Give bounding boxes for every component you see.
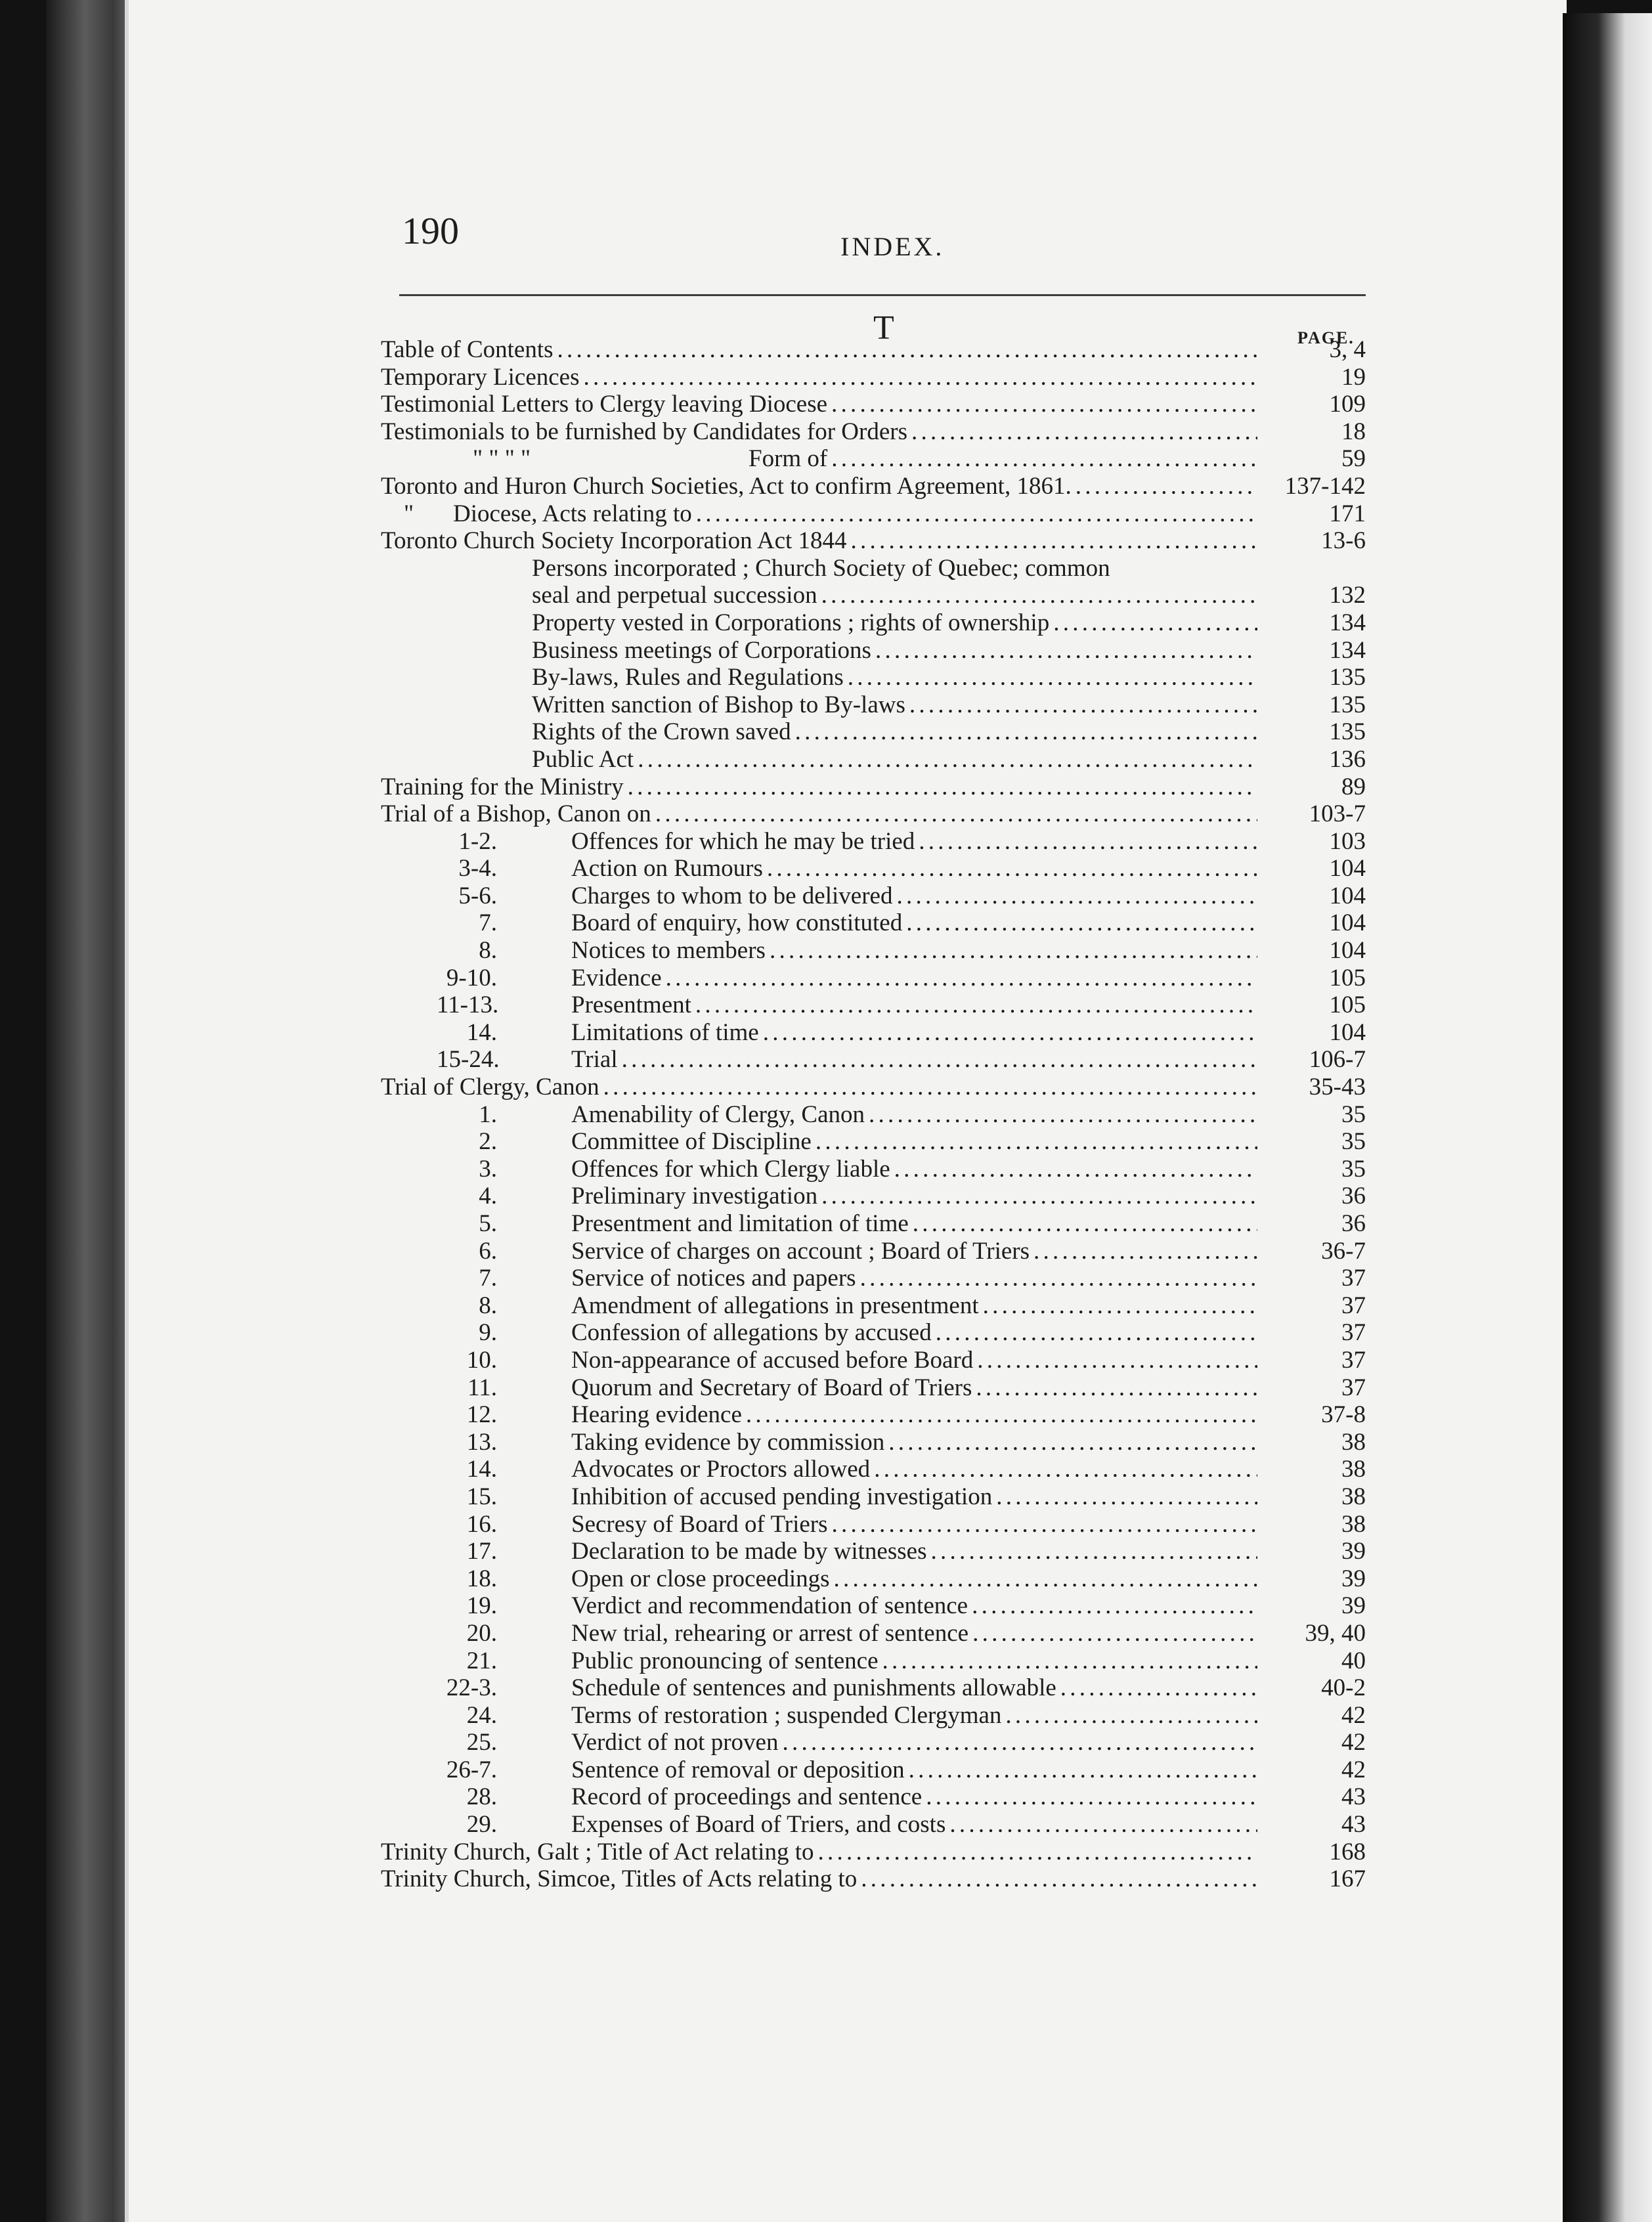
- index-entry: [368, 500, 1366, 528]
- section-number: 4.: [479, 1183, 497, 1210]
- entry-page-ref: 36-7: [1321, 1237, 1366, 1265]
- entry-page-ref: 43: [1341, 1811, 1366, 1839]
- index-entry: [368, 1538, 1366, 1565]
- index-entry: [368, 664, 1366, 691]
- entry-text: Toronto and Huron Church Societies, Act to confirm Agreement, 1861. . . .: [381, 473, 1257, 500]
- entry-page-ref: 36: [1341, 1183, 1366, 1210]
- entry-page-ref: 39: [1341, 1565, 1366, 1592]
- ditto-marks: " " " ": [473, 445, 531, 473]
- section-number: 5.: [479, 1210, 497, 1237]
- index-entry: [368, 746, 1366, 773]
- entry-page-ref: 3, 4: [1329, 336, 1366, 363]
- entry-page-ref: 38: [1341, 1510, 1366, 1538]
- entry-page-ref: 38: [1341, 1456, 1366, 1483]
- entry-page-ref: 104: [1329, 909, 1366, 937]
- section-number: 7.: [479, 909, 497, 937]
- entry-text: By-laws, Rules and Regulations . . .: [532, 664, 1257, 691]
- entry-page-ref: 37-8: [1321, 1401, 1366, 1429]
- entry-page-ref: 35: [1341, 1155, 1366, 1183]
- index-entry: [368, 418, 1366, 446]
- entry-page-ref: 104: [1329, 882, 1366, 909]
- entry-page-ref: 19: [1341, 363, 1366, 391]
- entry-page-ref: 38: [1341, 1483, 1366, 1510]
- entry-page-ref: 38: [1341, 1428, 1366, 1456]
- entry-page-ref: 89: [1341, 773, 1366, 800]
- index-entry: [368, 718, 1366, 746]
- entry-text: Offences for which he may be tried . . .: [571, 828, 1257, 856]
- entry-page-ref: 109: [1329, 391, 1366, 418]
- entry-text: Open or close proceedings . . .: [571, 1565, 1257, 1593]
- entry-page-ref: 103-7: [1309, 800, 1366, 828]
- entry-page-ref: 42: [1341, 1756, 1366, 1783]
- section-number: 22-3.: [446, 1674, 497, 1702]
- section-number: 3.: [479, 1155, 497, 1183]
- entry-text: Table of Contents . . .: [381, 336, 1257, 364]
- section-number: 17.: [466, 1538, 497, 1565]
- entry-page-ref: 135: [1329, 664, 1366, 691]
- entry-text: Diocese, Acts relating to . . .: [453, 500, 1257, 528]
- running-head: INDEX.: [840, 232, 945, 261]
- index-entry: [368, 1429, 1366, 1456]
- entry-page-ref: 168: [1329, 1838, 1366, 1865]
- entry-text: Quorum and Secretary of Board of Triers . . .: [571, 1374, 1257, 1402]
- entry-text: Advocates or Proctors allowed . . .: [571, 1456, 1257, 1483]
- entry-text: New trial, rehearing or arrest of sentence . . .: [571, 1620, 1257, 1647]
- index-entry: [368, 1865, 1366, 1893]
- section-number: 1-2.: [458, 827, 497, 855]
- index-entry: [368, 1565, 1366, 1593]
- entry-text: Expenses of Board of Triers, and costs . . .: [571, 1811, 1257, 1839]
- entry-text: Inhibition of accused pending investigation . . .: [571, 1483, 1257, 1511]
- entry-text: Business meetings of Corporations . . .: [532, 637, 1257, 664]
- entry-page-ref: 40-2: [1321, 1674, 1366, 1702]
- page-column-head: PAGE.: [1297, 328, 1355, 347]
- section-number: 19.: [466, 1592, 497, 1620]
- entry-text: Trial of a Bishop, Canon on . . .: [381, 800, 1257, 828]
- index-entry: [368, 882, 1366, 910]
- entry-page-ref: 104: [1329, 1018, 1366, 1046]
- index-entry: [368, 1729, 1366, 1756]
- section-number: 14.: [466, 1456, 497, 1483]
- entry-text: Offences for which Clergy liable . . .: [571, 1156, 1257, 1183]
- section-number: 11.: [467, 1374, 497, 1401]
- index-entry: [368, 555, 1366, 582]
- index-entry: [368, 828, 1366, 856]
- entry-page-ref: 18: [1341, 418, 1366, 445]
- entry-page-ref: 35: [1341, 1100, 1366, 1128]
- entry-page-ref: 40: [1341, 1647, 1366, 1674]
- entry-text: Taking evidence by commission . . .: [571, 1429, 1257, 1456]
- entry-page-ref: 105: [1329, 964, 1366, 991]
- entry-text: Secresy of Board of Triers . . .: [571, 1511, 1257, 1538]
- section-number: 14.: [466, 1018, 497, 1046]
- entry-page-ref: 36: [1341, 1210, 1366, 1237]
- entry-page-ref: 103: [1329, 827, 1366, 855]
- entry-page-ref: 104: [1329, 937, 1366, 965]
- section-number: 9.: [479, 1319, 497, 1347]
- section-number: 15-24.: [437, 1046, 500, 1074]
- page-number: 190: [402, 209, 459, 252]
- index-entry: [368, 1511, 1366, 1538]
- entry-text: Amendment of allegations in presentment . . .: [571, 1292, 1257, 1320]
- entry-page-ref: 134: [1329, 636, 1366, 664]
- entry-page-ref: 13-6: [1321, 527, 1366, 555]
- entry-page-ref: 43: [1341, 1783, 1366, 1811]
- index-entry: [368, 1620, 1366, 1647]
- index-entry: [368, 1483, 1366, 1511]
- section-number: 28.: [466, 1783, 497, 1811]
- entry-text: Public pronouncing of sentence . . .: [571, 1647, 1257, 1675]
- index-entry: [368, 1101, 1366, 1129]
- entry-text: Terms of restoration ; suspended Clergyman . . .: [571, 1702, 1257, 1730]
- entry-page-ref: 137-142: [1284, 472, 1366, 500]
- section-number: 8.: [479, 937, 497, 965]
- entry-text: seal and perpetual succession . . .: [532, 582, 1257, 609]
- section-number: 25.: [466, 1729, 497, 1756]
- index-entry: [368, 1592, 1366, 1620]
- index-entry: [368, 1839, 1366, 1866]
- section-number: 26-7.: [446, 1756, 497, 1783]
- index-entry: [368, 527, 1366, 555]
- entry-text: Trial . . .: [571, 1046, 1257, 1074]
- entry-text: Rights of the Crown saved . . .: [532, 718, 1257, 746]
- index-entry: [368, 364, 1366, 391]
- entry-text: Trinity Church, Galt ; Title of Act relating to . . .: [381, 1839, 1257, 1866]
- entry-text: Charges to whom to be delivered . . .: [571, 882, 1257, 910]
- entry-page-ref: 135: [1329, 718, 1366, 746]
- index-entry: [368, 1265, 1366, 1292]
- entry-text: Limitations of time . . .: [571, 1019, 1257, 1047]
- entry-text: Trinity Church, Simcoe, Titles of Acts relating to . . .: [381, 1865, 1257, 1893]
- entry-page-ref: 37: [1341, 1319, 1366, 1347]
- index-entry: [368, 1702, 1366, 1730]
- entry-text: Committee of Discipline . . .: [571, 1128, 1257, 1156]
- section-number: 1.: [479, 1100, 497, 1128]
- entry-text: Testimonials to be furnished by Candidates for Orders . . .: [381, 418, 1257, 446]
- entry-text: Public Act . . .: [532, 746, 1257, 773]
- entry-text: Record of proceedings and sentence . . .: [571, 1783, 1257, 1811]
- section-number: 21.: [466, 1647, 497, 1674]
- section-number: 15.: [466, 1483, 497, 1510]
- index-entry: [368, 1783, 1366, 1811]
- section-number: 3-4.: [458, 855, 497, 882]
- entry-page-ref: 132: [1329, 582, 1366, 609]
- entry-text: Sentence of removal or deposition . . .: [571, 1756, 1257, 1784]
- entry-page-ref: 135: [1329, 691, 1366, 718]
- entry-text: Service of charges on account ; Board of Triers . . .: [571, 1238, 1257, 1265]
- index-entry: [368, 991, 1366, 1019]
- entry-page-ref: 42: [1341, 1729, 1366, 1756]
- entry-text: Toronto Church Society Incorporation Act 1844 . . .: [381, 527, 1257, 555]
- entry-text: Confession of allegations by accused . . .: [571, 1319, 1257, 1347]
- index-entry: [368, 1401, 1366, 1429]
- entry-text: Notices to members . . .: [571, 937, 1257, 965]
- index-entry: [368, 965, 1366, 992]
- index-entry: [368, 691, 1366, 719]
- index-entry: [368, 1456, 1366, 1483]
- index-entry: [368, 1046, 1366, 1074]
- entry-page-ref: 106-7: [1309, 1046, 1366, 1074]
- index-entry: [368, 773, 1366, 801]
- ditto-marks: ": [404, 500, 414, 527]
- index-entry: [368, 1292, 1366, 1320]
- entry-text: Schedule of sentences and punishments allowable . . .: [571, 1674, 1257, 1702]
- entry-page-ref: 37: [1341, 1292, 1366, 1319]
- index-entry: [368, 445, 1366, 473]
- entry-text: Amenability of Clergy, Canon . . .: [571, 1101, 1257, 1129]
- index-entry: [368, 1183, 1366, 1210]
- entry-page-ref: 171: [1329, 500, 1366, 527]
- entry-text: Training for the Ministry . . .: [381, 773, 1257, 801]
- index-entry: [368, 1674, 1366, 1702]
- index-entry: [368, 609, 1366, 637]
- entry-text: Form of . . .: [749, 445, 1257, 473]
- entry-text: Persons incorporated ; Church Society of Quebec; common: [532, 554, 1110, 582]
- index-entry: [368, 473, 1366, 500]
- section-number: 8.: [479, 1292, 497, 1319]
- entry-page-ref: 37: [1341, 1265, 1366, 1292]
- index-entry: [368, 391, 1366, 418]
- entry-page-ref: 35-43: [1309, 1074, 1366, 1101]
- section-number: 13.: [466, 1428, 497, 1456]
- entry-page-ref: 37: [1341, 1346, 1366, 1374]
- index-entry: [368, 1156, 1366, 1183]
- entry-page-ref: 35: [1341, 1128, 1366, 1156]
- entry-text: Declaration to be made by witnesses . . .: [571, 1538, 1257, 1565]
- index-entry: [368, 937, 1366, 965]
- index-entry: [368, 1210, 1366, 1238]
- entry-text: Evidence . . .: [571, 965, 1257, 992]
- entry-text: Hearing evidence . . .: [571, 1401, 1257, 1429]
- entry-page-ref: 59: [1341, 445, 1366, 473]
- entry-text: Action on Rumours . . .: [571, 855, 1257, 882]
- index-entry: [368, 909, 1366, 937]
- entry-text: Temporary Licences . . .: [381, 364, 1257, 391]
- index-entry: [368, 1374, 1366, 1402]
- section-number: 12.: [466, 1401, 497, 1429]
- entry-page-ref: 42: [1341, 1701, 1366, 1729]
- index-list: [368, 336, 1366, 1893]
- entry-text: Non-appearance of accused before Board . . .: [571, 1347, 1257, 1374]
- index-entry: [368, 1811, 1366, 1839]
- section-number: 9-10.: [446, 964, 497, 991]
- entry-text: Preliminary investigation . . .: [571, 1183, 1257, 1210]
- index-entry: [368, 1074, 1366, 1101]
- section-number: 16.: [466, 1510, 497, 1538]
- section-number: 24.: [466, 1701, 497, 1729]
- section-number: 2.: [479, 1128, 497, 1156]
- index-entry: [368, 1347, 1366, 1374]
- index-entry: [368, 1128, 1366, 1156]
- header-rule: [399, 294, 1366, 296]
- entry-text: Verdict and recommendation of sentence . . .: [571, 1592, 1257, 1620]
- index-entry: [368, 855, 1366, 882]
- entry-page-ref: 105: [1329, 991, 1366, 1019]
- entry-text: Verdict of not proven . . .: [571, 1729, 1257, 1756]
- entry-page-ref: 39: [1341, 1538, 1366, 1565]
- entry-text: Testimonial Letters to Clergy leaving Diocese . . .: [381, 391, 1257, 418]
- section-number: 11-13.: [437, 991, 499, 1019]
- entry-page-ref: 134: [1329, 609, 1366, 636]
- facing-page-edge: [1563, 13, 1652, 2222]
- index-entry: [368, 800, 1366, 828]
- section-number: 20.: [466, 1619, 497, 1647]
- section-number: 7.: [479, 1265, 497, 1292]
- entry-text: Trial of Clergy, Canon . . .: [381, 1074, 1257, 1101]
- entry-page-ref: 37: [1341, 1374, 1366, 1401]
- section-number: 5-6.: [458, 882, 497, 909]
- entry-page-ref: 104: [1329, 855, 1366, 882]
- index-entry: [368, 582, 1366, 609]
- index-entry: [368, 1319, 1366, 1347]
- entry-text: Written sanction of Bishop to By-laws . . .: [532, 691, 1257, 719]
- entry-text: Presentment . . .: [571, 991, 1257, 1019]
- entry-text: Presentment and limitation of time . . .: [571, 1210, 1257, 1238]
- entry-text: Property vested in Corporations ; rights of ownership . . .: [532, 609, 1257, 637]
- section-number: 18.: [466, 1565, 497, 1592]
- index-entry: [368, 1647, 1366, 1675]
- index-entry: [368, 1756, 1366, 1784]
- index-entry: [368, 336, 1366, 364]
- index-entry: [368, 637, 1366, 664]
- section-number: 29.: [466, 1811, 497, 1839]
- entry-page-ref: 39: [1341, 1592, 1366, 1620]
- entry-page-ref: 167: [1329, 1865, 1366, 1893]
- entry-text: Service of notices and papers . . .: [571, 1265, 1257, 1292]
- index-entry: [368, 1238, 1366, 1265]
- entry-page-ref: 136: [1329, 745, 1366, 773]
- index-entry: [368, 1019, 1366, 1047]
- section-letter: T: [873, 309, 894, 347]
- section-number: 6.: [479, 1237, 497, 1265]
- section-number: 10.: [466, 1346, 497, 1374]
- entry-text: Board of enquiry, how constituted . . .: [571, 909, 1257, 937]
- entry-page-ref: 39, 40: [1305, 1619, 1366, 1647]
